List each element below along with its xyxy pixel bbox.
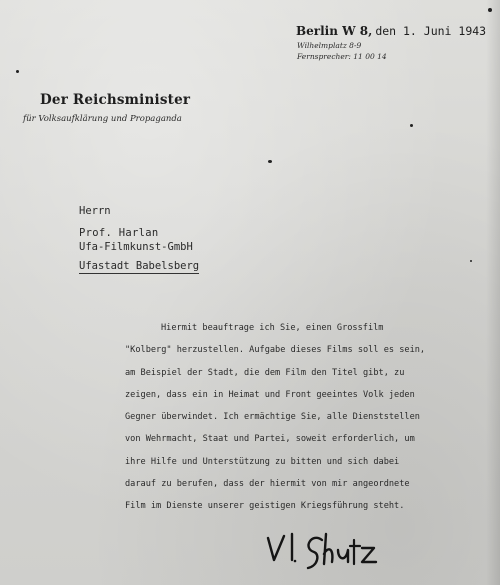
letterhead-subtitle: für Volksaufklärung und Propaganda xyxy=(23,114,182,124)
recipient-city: Ufastadt Babelsberg xyxy=(79,260,200,272)
paper-speck xyxy=(16,70,19,73)
place: Berlin W 8, xyxy=(296,24,373,38)
address-line-2: Fernsprecher: 11 00 14 xyxy=(297,52,387,61)
recipient-company: Ufa-Filmkunst-GmbH xyxy=(79,241,193,253)
body-line: "Kolberg" herzustellen. Aufgabe dieses Films soll es sein, xyxy=(125,345,426,356)
body-line: Gegner überwindet. Ich ermächtige Sie, alle Dienststellen xyxy=(125,412,420,423)
paper-speck xyxy=(268,160,272,163)
date: den 1. Juni 1943 xyxy=(375,24,487,38)
body-line: am Beispiel der Stadt, die dem Film den Titel gibt, zu xyxy=(125,367,405,378)
recipient-name: Prof. Harlan xyxy=(79,227,159,239)
body-line: ihre Hilfe und Unterstützung zu bitten und sich dabei xyxy=(125,456,400,467)
letter-body xyxy=(125,322,485,523)
body-line: von Wehrmacht, Staat und Partei, soweit erforderlich, um xyxy=(125,434,415,445)
paper-speck xyxy=(470,260,472,262)
body-line: darauf zu berufen, dass der hiermit von mir angeordnete xyxy=(125,479,410,490)
place-date-line xyxy=(296,24,486,39)
body-line: Film im Dienste unserer geistigen Kriegsführung steht. xyxy=(125,501,405,512)
handwritten-signature xyxy=(262,524,382,574)
recipient-salutation: Herrn xyxy=(79,205,111,217)
body-line: Hiermit beauftrage ich Sie, einen Grossfilm xyxy=(161,323,384,333)
letterhead-title: Der Reichsminister xyxy=(40,92,191,108)
paper-speck xyxy=(410,124,413,127)
body-line: zeigen, dass ein in Heimat und Front geeintes Volk jeden xyxy=(125,389,415,400)
address-line-1: Wilhelmplatz 8-9 xyxy=(297,41,362,50)
page-edge-shadow xyxy=(486,0,500,585)
